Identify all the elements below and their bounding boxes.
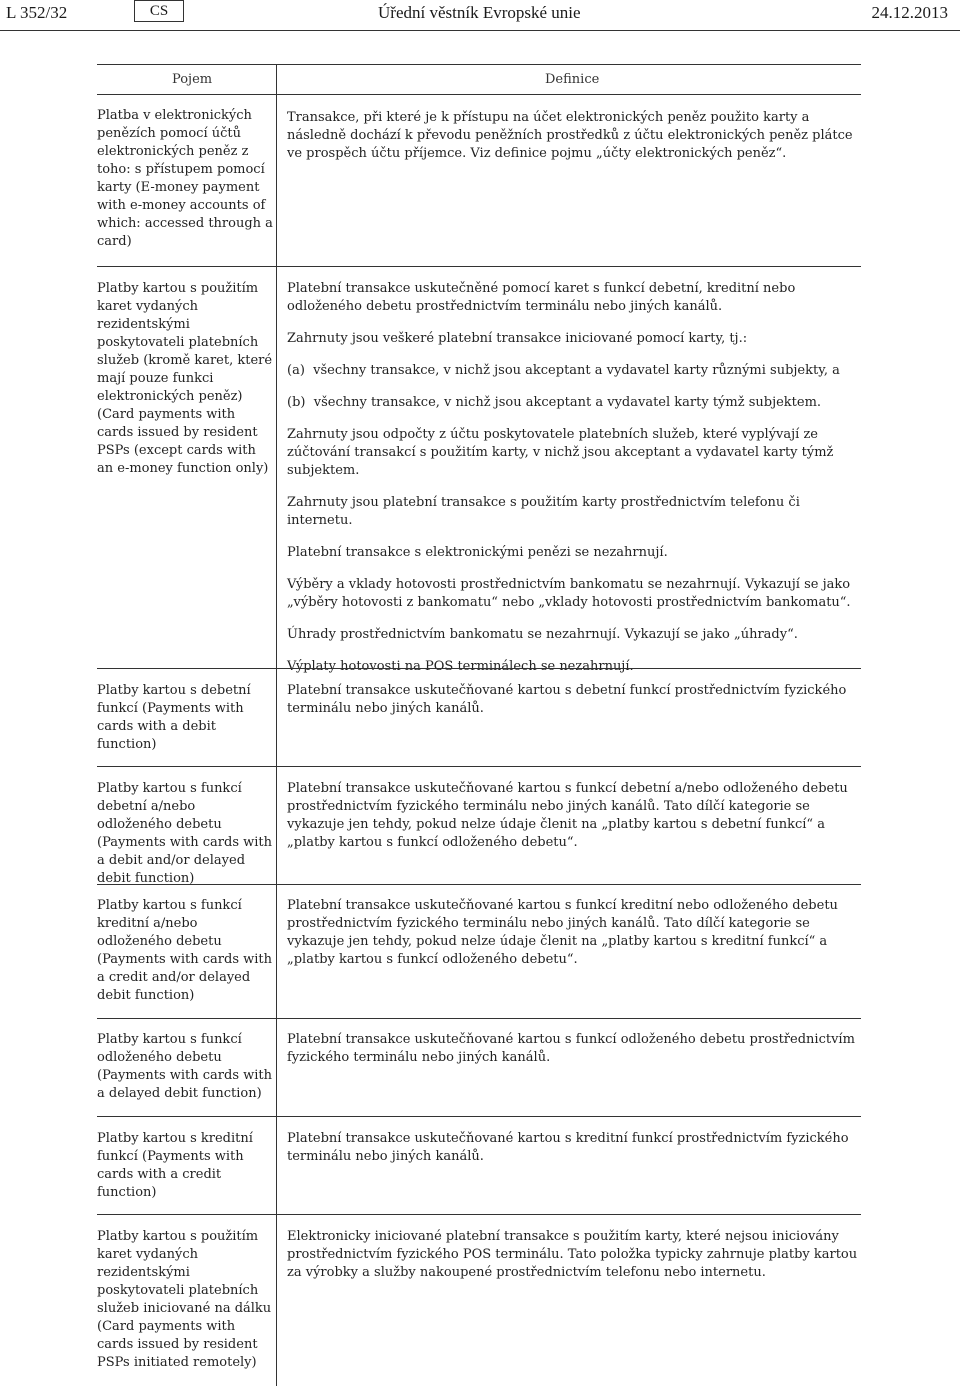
row-rule xyxy=(97,668,861,669)
definition-paragraph: Platební transakce uskutečňované kartou s kreditní funkcí prostřednictvím fyzického terminálu nebo jiných kanálů. xyxy=(287,1131,849,1164)
definition-cell xyxy=(287,1031,861,1081)
journal-title: Úřední věstník Evropské unie xyxy=(378,3,581,22)
definition-cell xyxy=(287,682,861,732)
column-header-definition: Definice xyxy=(545,72,600,87)
definition-cell xyxy=(287,780,861,866)
definition-paragraph: Transakce, při které je k přístupu na účet elektronických peněz použito karty a následně dochází k převodu peněžních prostředků z účtu elektronických peněz plátce ve prospěch účtu příjemce. Viz definice pojmu „účty elektronických peněz“. xyxy=(287,110,853,161)
term-cell: Platby kartou s funkcí debetní a/nebo odloženého debetu (Payments with cards with a debit and/or delayed debit function) xyxy=(97,781,273,886)
definition-cell xyxy=(287,280,861,690)
definition-cell xyxy=(287,1130,861,1180)
row-rule xyxy=(97,1214,861,1215)
definition-paragraph: Platební transakce uskutečňované kartou s debetní funkcí prostřednictvím fyzického terminálu nebo jiných kanálů. xyxy=(287,683,847,716)
definition-paragraph: Platební transakce uskutečňované kartou s funkcí odloženého debetu prostřednictvím fyzického terminálu nebo jiných kanálů. xyxy=(287,1032,855,1065)
header-rule xyxy=(0,30,960,31)
definition-paragraph: Zahrnuty jsou veškeré platební transakce iniciované pomocí karty, tj.: xyxy=(287,331,748,346)
row-rule xyxy=(97,1116,861,1117)
term-cell: Platby kartou s použitím karet vydaných rezidentskými poskytovateli platebních služeb (kromě karet, které mají pouze funkci elektronických peněz) (Card payments with cards issued by resident PSPs (except cards with an e-money function only) xyxy=(97,281,273,476)
column-divider xyxy=(276,64,277,1386)
definition-paragraph: Výplaty hotovosti na POS terminálech se nezahrnují. xyxy=(287,659,634,674)
page-header xyxy=(0,0,960,30)
definition-paragraph: Zahrnuty jsou platební transakce s použitím karty prostřednictvím telefonu či internetu. xyxy=(287,495,800,528)
term-cell: Platby kartou s debetní funkcí (Payments with cards with a debit function) xyxy=(97,683,251,752)
column-header-term: Pojem xyxy=(172,72,213,87)
page-reference: L 352/32 xyxy=(6,3,68,22)
definition-paragraph: Výběry a vklady hotovosti prostřednictvím bankomatu se nezahrnují. Vykazují se jako „výběry hotovosti z bankomatu“ nebo „vklady hotovosti prostřednictvím bankomatu“. xyxy=(287,577,851,610)
definition-paragraph: Platební transakce uskutečněné pomocí karet s funkcí debetní, kreditní nebo odloženého debetu prostřednictvím terminálu nebo jiných kanálů. xyxy=(287,281,796,314)
row-rule xyxy=(97,1018,861,1019)
definition-cell xyxy=(287,1228,861,1296)
definition-paragraph: Platební transakce uskutečňované kartou s funkcí debetní a/nebo odloženého debetu prostřednictvím fyzického terminálu nebo jiných kanálů. Tato dílčí kategorie se vykazuje jen tehdy, pokud nelze údaje členit na „platby kartou s debetní funkcí“ a „platby kartou s funkcí odloženého debetu“. xyxy=(287,781,848,850)
definition-paragraph: Platební transakce s elektronickými penězi se nezahrnují. xyxy=(287,545,668,560)
header-row-rule xyxy=(97,94,861,95)
term-cell: Platby kartou s použitím karet vydaných rezidentskými poskytovateli platebních služeb iniciované na dálku (Card payments with cards issued by resident PSPs initiated remotely) xyxy=(97,1229,272,1370)
term-cell: Platby kartou s kreditní funkcí (Payments with cards with a credit function) xyxy=(97,1131,253,1200)
language-badge: CS xyxy=(134,0,184,22)
definition-paragraph: Úhrady prostřednictvím bankomatu se nezahrnují. Vykazují se jako „úhrady“. xyxy=(287,627,798,642)
term-cell: Platby kartou s funkcí odloženého debetu (Payments with cards with a delayed debit function) xyxy=(97,1032,273,1101)
publication-date: 24.12.2013 xyxy=(871,3,948,22)
definition-cell xyxy=(287,109,861,177)
table-top-rule xyxy=(97,64,861,65)
row-rule xyxy=(97,266,861,267)
definition-paragraph: Elektronicky iniciované platební transakce s použitím karty, které nejsou iniciovány prostřednictvím fyzického POS terminálu. Tato položka typicky zahrnuje platby kartou za výrobky a služby nakoupené prostřednictvím telefonu nebo internetu. xyxy=(287,1229,858,1280)
definition-paragraph: Zahrnuty jsou odpočty z účtu poskytovatele platebních služeb, které vyplývají ze zúčtování transakcí s použitím karty, v nichž jsou akceptant a vydavatel karty týmž subjektem. xyxy=(287,427,834,478)
definition-cell xyxy=(287,897,861,983)
definition-paragraph: Platební transakce uskutečňované kartou s funkcí kreditní nebo odloženého debetu prostřednictvím fyzického terminálu nebo jiných kanálů. Tato dílčí kategorie se vykazuje jen tehdy, pokud nelze údaje členit na „platby kartou s kreditní funkcí“ a „platby kartou s funkcí odloženého debetu“. xyxy=(287,898,838,967)
definition-list-item: (a) všechny transakce, v nichž jsou akceptant a vydavatel karty různými subjekty, a xyxy=(287,363,840,378)
definition-list-item: (b) všechny transakce, v nichž jsou akceptant a vydavatel karty týmž subjektem. xyxy=(287,395,822,410)
term-cell: Platba v elektronických penězích pomocí účtů elektronických peněz z toho: s přístupem pomocí karty (E-money payment with e-money accounts of which: accessed through a card) xyxy=(97,108,273,249)
row-rule xyxy=(97,884,861,885)
term-cell: Platby kartou s funkcí kreditní a/nebo odloženého debetu (Payments with cards with a credit and/or delayed debit function) xyxy=(97,898,273,1003)
row-rule xyxy=(97,766,861,767)
